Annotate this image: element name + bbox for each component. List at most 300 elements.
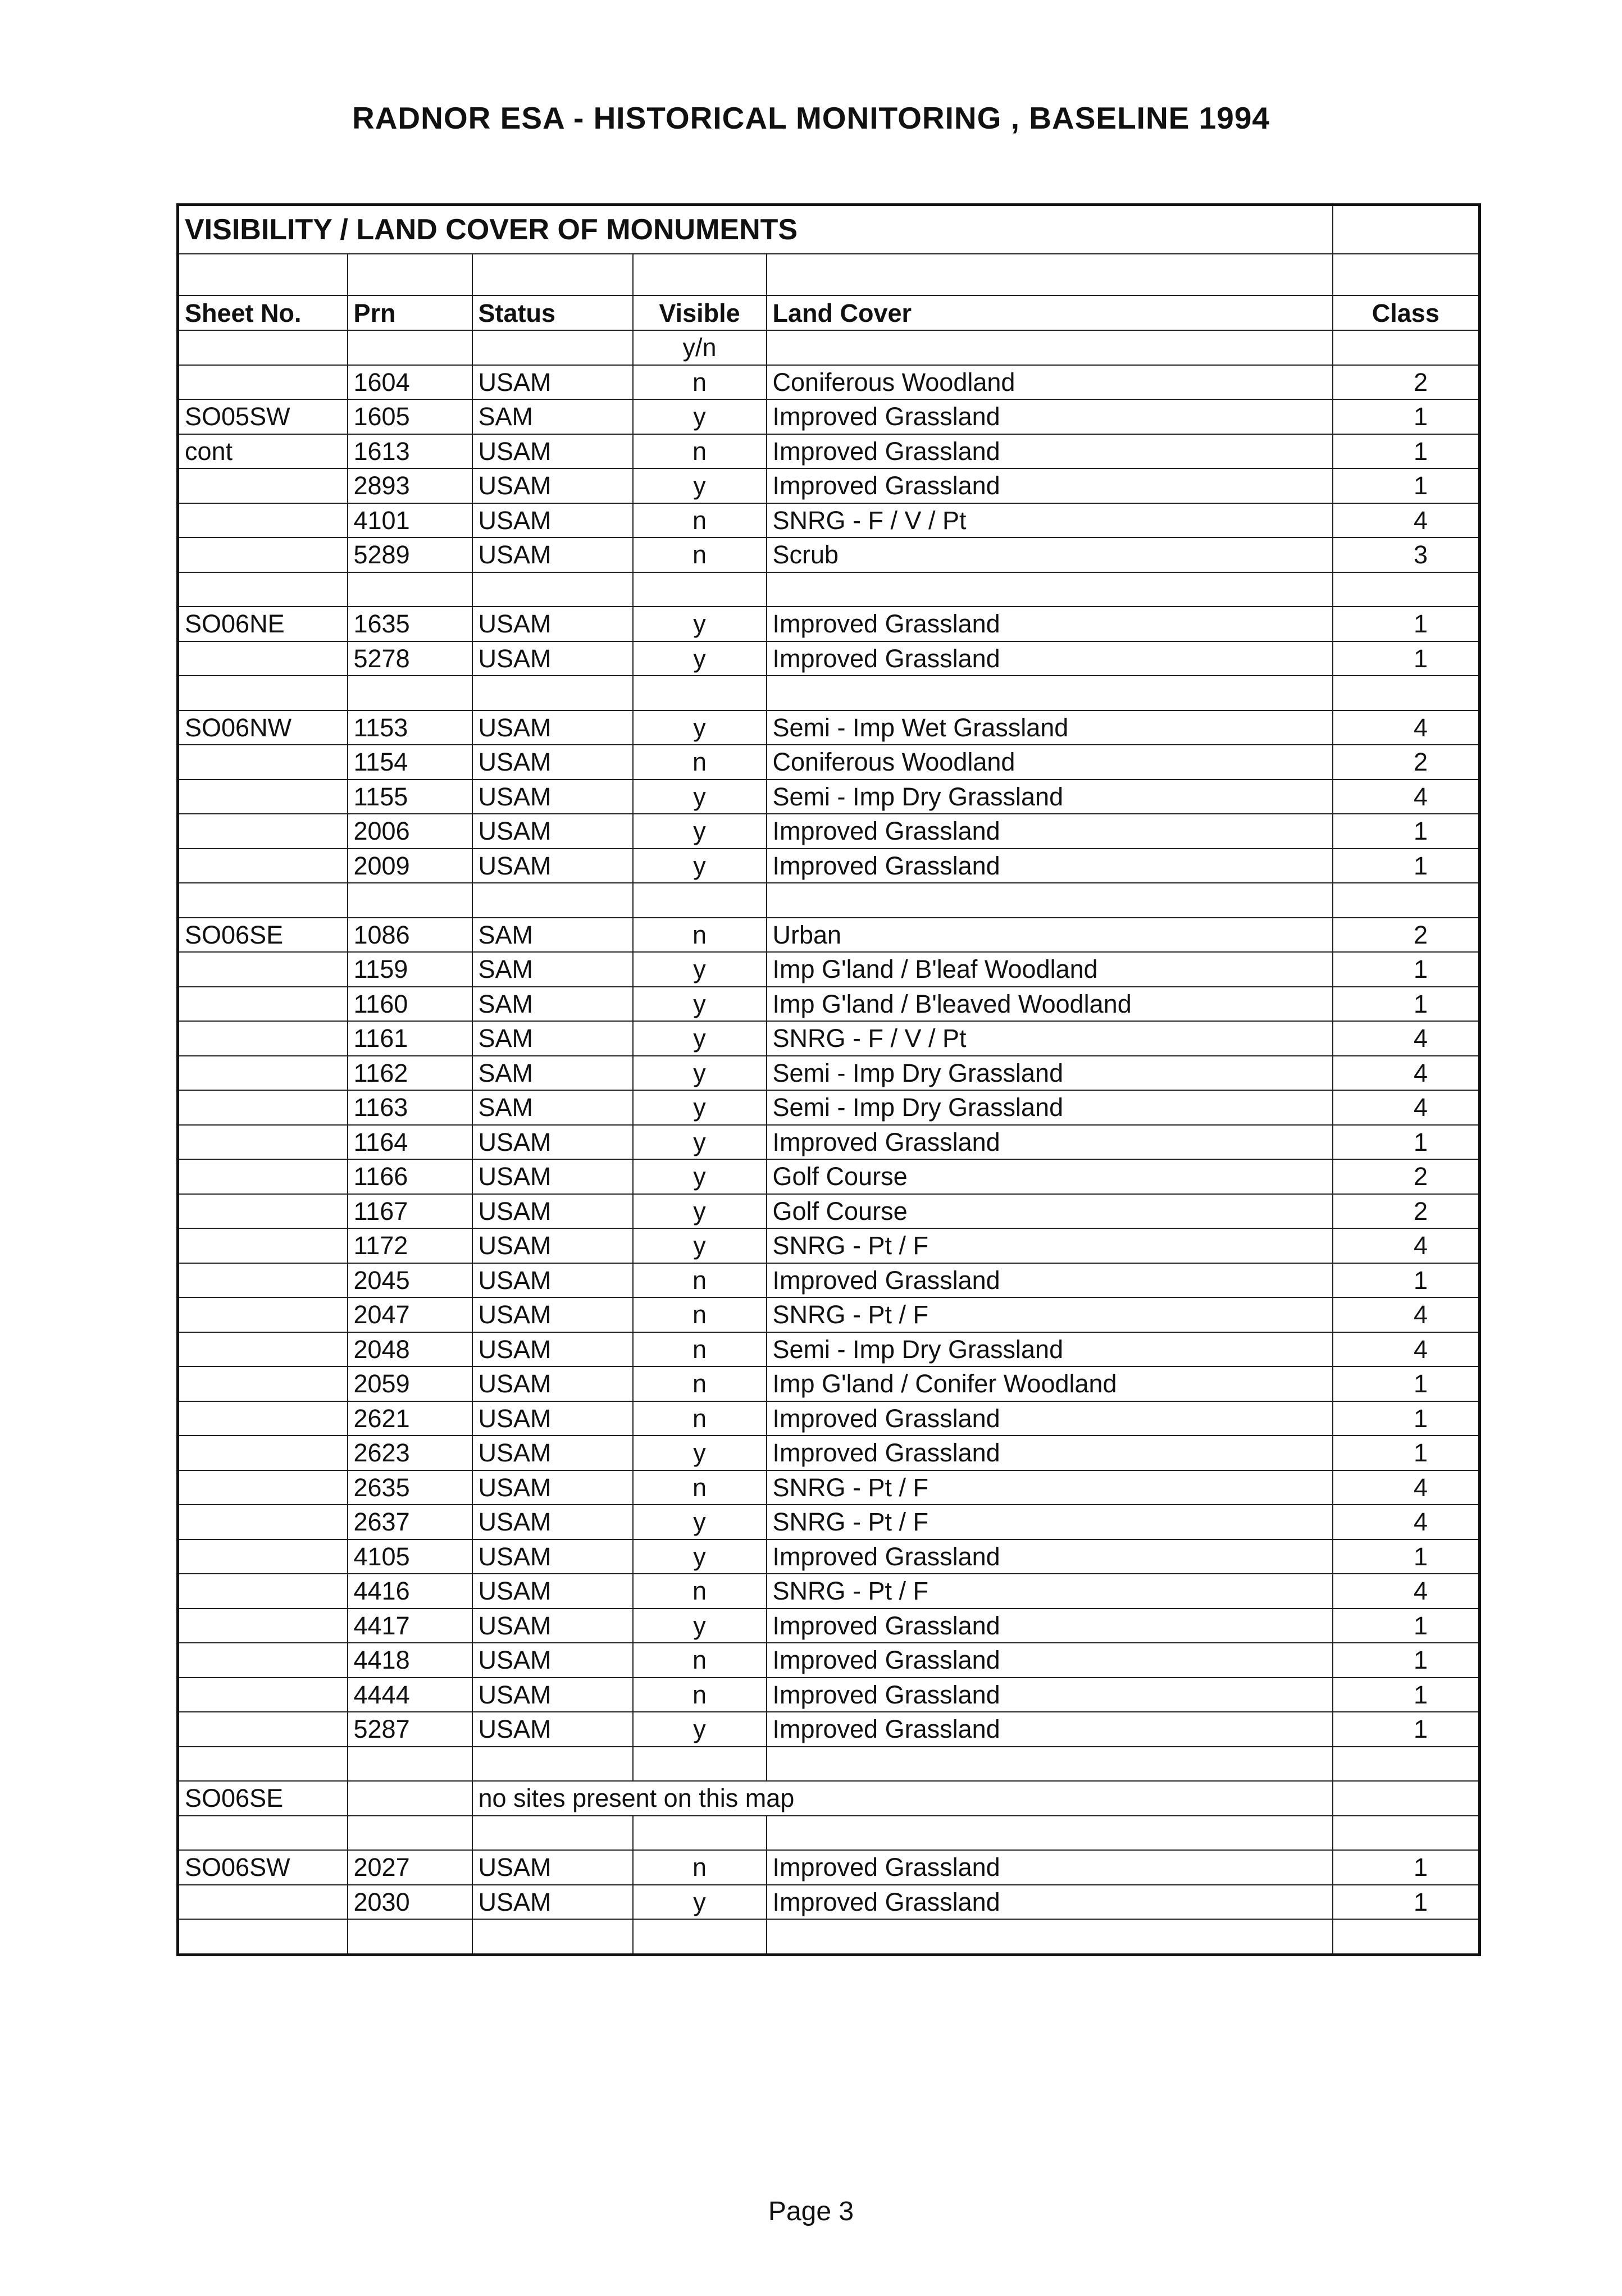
prn-cell: 5278 — [348, 641, 472, 676]
status-cell: USAM — [472, 780, 633, 814]
sheet-cell — [178, 1090, 348, 1125]
empty-cell — [178, 676, 348, 710]
land-cover-cell: Improved Grassland — [767, 1850, 1333, 1885]
class-cell: 1 — [1333, 1643, 1480, 1678]
sheet-cell: SO06NW — [178, 710, 348, 745]
class-cell: 1 — [1333, 607, 1480, 641]
class-cell: 1 — [1333, 814, 1480, 849]
visible-cell: y — [633, 1712, 767, 1747]
prn-cell: 4101 — [348, 503, 472, 538]
page-number: Page 3 — [768, 2197, 854, 2226]
empty-cell — [348, 676, 472, 710]
status-cell: USAM — [472, 1885, 633, 1920]
status-cell: SAM — [472, 1021, 633, 1056]
visible-cell: y — [633, 399, 767, 434]
sheet-cell: SO06SW — [178, 1850, 348, 1885]
status-cell: USAM — [472, 1436, 633, 1470]
prn-cell: 1605 — [348, 399, 472, 434]
empty-cell — [767, 883, 1333, 918]
table-row — [178, 849, 1480, 883]
prn-cell: 1153 — [348, 710, 472, 745]
sheet-cell — [178, 1712, 348, 1747]
table-row — [178, 434, 1480, 469]
status-cell: USAM — [472, 1505, 633, 1539]
status-cell: SAM — [472, 918, 633, 953]
table-row — [178, 1712, 1480, 1747]
empty-cell — [1333, 676, 1480, 710]
land-cover-cell: SNRG - Pt / F — [767, 1297, 1333, 1332]
class-cell: 1 — [1333, 1678, 1480, 1712]
sheet-cell — [178, 1021, 348, 1056]
visible-cell: y — [633, 1159, 767, 1194]
land-cover-cell: SNRG - Pt / F — [767, 1574, 1333, 1609]
status-cell: USAM — [472, 849, 633, 883]
table-row — [178, 1194, 1480, 1229]
class-cell: 4 — [1333, 1505, 1480, 1539]
visible-cell: n — [633, 537, 767, 572]
table-spacer-row — [178, 1747, 1480, 1782]
land-cover-cell: Coniferous Woodland — [767, 745, 1333, 780]
table-row — [178, 503, 1480, 538]
visible-cell: y — [633, 780, 767, 814]
header-land-cover: Land Cover — [767, 295, 1333, 330]
class-cell: 4 — [1333, 710, 1480, 745]
status-cell: SAM — [472, 952, 633, 987]
prn-cell: 1161 — [348, 1021, 472, 1056]
class-cell: 1 — [1333, 1885, 1480, 1920]
status-cell: USAM — [472, 1574, 633, 1609]
status-cell: USAM — [472, 641, 633, 676]
status-cell: USAM — [472, 1332, 633, 1367]
sheet-cell — [178, 1125, 348, 1160]
land-cover-cell: Improved Grassland — [767, 814, 1333, 849]
sheet-cell — [178, 1366, 348, 1401]
empty-cell — [178, 1816, 348, 1851]
table-spacer-row — [178, 883, 1480, 918]
sheet-cell — [178, 1263, 348, 1298]
prn-cell: 1154 — [348, 745, 472, 780]
land-cover-cell: Improved Grassland — [767, 1539, 1333, 1574]
sheet-cell — [178, 1470, 348, 1505]
class-cell: 1 — [1333, 1125, 1480, 1160]
land-cover-cell: Imp G'land / Conifer Woodland — [767, 1366, 1333, 1401]
empty-cell — [472, 883, 633, 918]
land-cover-cell: SNRG - Pt / F — [767, 1228, 1333, 1263]
sheet-cell — [178, 1332, 348, 1367]
table-row — [178, 1643, 1480, 1678]
status-cell: USAM — [472, 745, 633, 780]
prn-cell: 2009 — [348, 849, 472, 883]
sheet-cell: SO06SE — [178, 1781, 348, 1816]
status-cell: SAM — [472, 1090, 633, 1125]
empty-cell — [633, 1816, 767, 1851]
visible-cell: y — [633, 1021, 767, 1056]
table-spacer-row — [178, 1919, 1480, 1955]
status-cell: USAM — [472, 1228, 633, 1263]
land-cover-cell: Improved Grassland — [767, 434, 1333, 469]
land-cover-cell: Improved Grassland — [767, 468, 1333, 503]
table-row — [178, 1678, 1480, 1712]
prn-cell: 4105 — [348, 1539, 472, 1574]
table-row — [178, 1850, 1480, 1885]
land-cover-cell: Semi - Imp Dry Grassland — [767, 1332, 1333, 1367]
prn-cell: 2030 — [348, 1885, 472, 1920]
class-cell: 3 — [1333, 537, 1480, 572]
land-cover-cell: Improved Grassland — [767, 849, 1333, 883]
class-cell: 1 — [1333, 987, 1480, 1022]
prn-cell: 2637 — [348, 1505, 472, 1539]
land-cover-cell: Improved Grassland — [767, 607, 1333, 641]
visible-cell: n — [633, 434, 767, 469]
class-cell: 1 — [1333, 1539, 1480, 1574]
land-cover-cell: Imp G'land / B'leaf Woodland — [767, 952, 1333, 987]
empty-cell — [178, 1747, 348, 1782]
empty-cell — [633, 1747, 767, 1782]
prn-cell: 1162 — [348, 1056, 472, 1091]
class-cell: 2 — [1333, 745, 1480, 780]
visible-cell: y — [633, 641, 767, 676]
table-row — [178, 1056, 1480, 1091]
table-row — [178, 1539, 1480, 1574]
table-row — [178, 641, 1480, 676]
land-cover-cell: Urban — [767, 918, 1333, 953]
land-cover-cell: Semi - Imp Dry Grassland — [767, 1090, 1333, 1125]
visible-cell: y — [633, 1194, 767, 1229]
prn-cell: 2006 — [348, 814, 472, 849]
empty-cell — [178, 1919, 348, 1955]
empty-cell — [1333, 883, 1480, 918]
sheet-cell — [178, 468, 348, 503]
status-cell: USAM — [472, 434, 633, 469]
class-cell: 1 — [1333, 952, 1480, 987]
class-cell: 1 — [1333, 849, 1480, 883]
sheet-cell — [178, 987, 348, 1022]
land-cover-cell: Imp G'land / B'leaved Woodland — [767, 987, 1333, 1022]
prn-cell: 1159 — [348, 952, 472, 987]
empty-cell — [767, 1816, 1333, 1851]
table-row — [178, 537, 1480, 572]
table-row — [178, 468, 1480, 503]
empty-cell — [348, 1919, 472, 1955]
land-cover-cell: Improved Grassland — [767, 399, 1333, 434]
prn-cell: 4444 — [348, 1678, 472, 1712]
prn-cell: 4416 — [348, 1574, 472, 1609]
status-cell: USAM — [472, 814, 633, 849]
sheet-cell — [178, 745, 348, 780]
empty-cell — [348, 572, 472, 607]
table-row — [178, 1228, 1480, 1263]
prn-cell — [348, 1781, 472, 1816]
class-cell: 2 — [1333, 365, 1480, 400]
sheet-cell — [178, 365, 348, 400]
table-row — [178, 745, 1480, 780]
empty-cell — [472, 1816, 633, 1851]
land-cover-cell: Scrub — [767, 537, 1333, 572]
empty-cell — [633, 572, 767, 607]
visible-cell: n — [633, 1401, 767, 1436]
visible-cell: n — [633, 503, 767, 538]
sheet-cell: SO06SE — [178, 918, 348, 953]
land-cover-cell: Semi - Imp Dry Grassland — [767, 780, 1333, 814]
land-cover-cell: Improved Grassland — [767, 1712, 1333, 1747]
sheet-cell — [178, 1505, 348, 1539]
empty-cell — [633, 1919, 767, 1955]
class-cell: 4 — [1333, 1470, 1480, 1505]
visible-cell: y — [633, 468, 767, 503]
visible-cell: n — [633, 1574, 767, 1609]
sheet-cell — [178, 537, 348, 572]
visible-cell: y — [633, 1228, 767, 1263]
class-cell: 1 — [1333, 434, 1480, 469]
empty-cell — [348, 1747, 472, 1782]
table-row — [178, 1125, 1480, 1160]
status-cell: USAM — [472, 468, 633, 503]
land-cover-cell: Improved Grassland — [767, 1643, 1333, 1678]
prn-cell: 5287 — [348, 1712, 472, 1747]
sheet-cell — [178, 503, 348, 538]
table-row — [178, 987, 1480, 1022]
empty-cell — [1333, 1816, 1480, 1851]
class-cell: 1 — [1333, 1263, 1480, 1298]
empty-cell — [1333, 1747, 1480, 1782]
sheet-cell — [178, 1194, 348, 1229]
prn-cell: 1166 — [348, 1159, 472, 1194]
class-cell: 1 — [1333, 641, 1480, 676]
sheet-cell: SO05SW — [178, 399, 348, 434]
prn-cell: 2048 — [348, 1332, 472, 1367]
table-row — [178, 1263, 1480, 1298]
prn-cell: 1086 — [348, 918, 472, 953]
empty-cell — [472, 572, 633, 607]
land-cover-cell: Improved Grassland — [767, 1263, 1333, 1298]
class-cell: 4 — [1333, 1090, 1480, 1125]
class-cell: 1 — [1333, 1712, 1480, 1747]
status-cell: USAM — [472, 607, 633, 641]
table-row — [178, 1505, 1480, 1539]
prn-cell: 1155 — [348, 780, 472, 814]
prn-cell: 1635 — [348, 607, 472, 641]
land-cover-cell: SNRG - Pt / F — [767, 1470, 1333, 1505]
class-cell: 4 — [1333, 1228, 1480, 1263]
empty-cell — [472, 1919, 633, 1955]
prn-cell: 2623 — [348, 1436, 472, 1470]
land-cover-cell: Semi - Imp Dry Grassland — [767, 1056, 1333, 1091]
empty-cell — [767, 676, 1333, 710]
table-row — [178, 607, 1480, 641]
land-cover-cell: SNRG - F / V / Pt — [767, 1021, 1333, 1056]
visible-cell: n — [633, 365, 767, 400]
header-status: Status — [472, 295, 633, 330]
table-row — [178, 1366, 1480, 1401]
table-spacer-row — [178, 1816, 1480, 1851]
table-row — [178, 1297, 1480, 1332]
table-header-row — [178, 295, 1480, 330]
class-cell: 4 — [1333, 1021, 1480, 1056]
monitor-table — [176, 203, 1481, 1956]
visible-cell: y — [633, 710, 767, 745]
land-cover-cell: SNRG - F / V / Pt — [767, 503, 1333, 538]
table-row — [178, 1609, 1480, 1643]
header-prn: Prn — [348, 295, 472, 330]
visible-cell: y — [633, 952, 767, 987]
empty-cell — [633, 883, 767, 918]
sheet-cell — [178, 780, 348, 814]
visible-cell: n — [633, 1366, 767, 1401]
class-cell — [1333, 1781, 1480, 1816]
visible-cell: y — [633, 1056, 767, 1091]
header-visible: Visible — [633, 295, 767, 330]
sheet-cell — [178, 1574, 348, 1609]
visible-cell: y — [633, 814, 767, 849]
empty-cell — [348, 1816, 472, 1851]
visible-cell: n — [633, 745, 767, 780]
table-row — [178, 1159, 1480, 1194]
visible-cell: y — [633, 849, 767, 883]
visible-cell: y — [633, 607, 767, 641]
status-cell: USAM — [472, 1297, 633, 1332]
status-cell: USAM — [472, 1678, 633, 1712]
sheet-cell — [178, 1885, 348, 1920]
class-cell: 1 — [1333, 1609, 1480, 1643]
prn-cell: 2893 — [348, 468, 472, 503]
table-subheader-row — [178, 330, 1480, 365]
prn-cell: 4417 — [348, 1609, 472, 1643]
land-cover-cell: Improved Grassland — [767, 1678, 1333, 1712]
prn-cell: 2059 — [348, 1366, 472, 1401]
status-cell: USAM — [472, 1125, 633, 1160]
prn-cell: 1172 — [348, 1228, 472, 1263]
visible-cell: n — [633, 918, 767, 953]
class-cell: 1 — [1333, 1366, 1480, 1401]
class-cell: 1 — [1333, 468, 1480, 503]
table-row — [178, 952, 1480, 987]
prn-cell: 2045 — [348, 1263, 472, 1298]
prn-cell: 1613 — [348, 434, 472, 469]
table-row — [178, 1332, 1480, 1367]
sheet-cell: SO06NE — [178, 607, 348, 641]
header-sheet-no: Sheet No. — [178, 295, 348, 330]
sheet-cell — [178, 1228, 348, 1263]
visible-cell: n — [633, 1470, 767, 1505]
sheet-cell: cont — [178, 434, 348, 469]
prn-cell: 4418 — [348, 1643, 472, 1678]
status-cell: SAM — [472, 987, 633, 1022]
note-cell: no sites present on this map — [472, 1781, 1333, 1816]
land-cover-cell: Golf Course — [767, 1159, 1333, 1194]
sheet-cell — [178, 1056, 348, 1091]
table-title-row — [178, 205, 1480, 254]
empty-cell — [472, 676, 633, 710]
sheet-cell — [178, 1678, 348, 1712]
visible-cell: n — [633, 1850, 767, 1885]
status-cell: USAM — [472, 1643, 633, 1678]
visible-cell: n — [633, 1332, 767, 1367]
empty-cell — [348, 883, 472, 918]
status-cell: USAM — [472, 1401, 633, 1436]
table-spacer-row — [178, 572, 1480, 607]
table-row — [178, 1401, 1480, 1436]
status-cell: USAM — [472, 537, 633, 572]
prn-cell: 5289 — [348, 537, 472, 572]
visible-cell: y — [633, 1609, 767, 1643]
visible-cell: y — [633, 987, 767, 1022]
land-cover-cell: Improved Grassland — [767, 1885, 1333, 1920]
table-title: VISIBILITY / LAND COVER OF MONUMENTS — [178, 205, 1333, 254]
prn-cell: 2047 — [348, 1297, 472, 1332]
table-row — [178, 1574, 1480, 1609]
table-row — [178, 814, 1480, 849]
status-cell: SAM — [472, 1056, 633, 1091]
visible-cell: y — [633, 1436, 767, 1470]
visible-cell: y — [633, 1539, 767, 1574]
prn-cell: 2635 — [348, 1470, 472, 1505]
empty-cell — [178, 883, 348, 918]
table-row — [178, 1090, 1480, 1125]
status-cell: USAM — [472, 710, 633, 745]
visible-cell: n — [633, 1297, 767, 1332]
visible-cell: n — [633, 1643, 767, 1678]
land-cover-cell: Semi - Imp Wet Grassland — [767, 710, 1333, 745]
table-row — [178, 365, 1480, 400]
table-note-row — [178, 1781, 1480, 1816]
sheet-cell — [178, 1643, 348, 1678]
status-cell: USAM — [472, 503, 633, 538]
class-cell: 2 — [1333, 1194, 1480, 1229]
table-row — [178, 780, 1480, 814]
empty-cell — [178, 572, 348, 607]
table-row — [178, 1021, 1480, 1056]
status-cell: SAM — [472, 399, 633, 434]
class-cell: 2 — [1333, 1159, 1480, 1194]
prn-cell: 2027 — [348, 1850, 472, 1885]
prn-cell: 1604 — [348, 365, 472, 400]
class-cell: 4 — [1333, 503, 1480, 538]
sheet-cell — [178, 814, 348, 849]
table-row — [178, 1436, 1480, 1470]
land-cover-cell: Improved Grassland — [767, 1401, 1333, 1436]
table-row — [178, 1470, 1480, 1505]
sheet-cell — [178, 952, 348, 987]
table-row — [178, 1885, 1480, 1920]
table-row — [178, 710, 1480, 745]
status-cell: USAM — [472, 1159, 633, 1194]
status-cell: USAM — [472, 1470, 633, 1505]
sheet-cell — [178, 1297, 348, 1332]
sheet-cell — [178, 849, 348, 883]
visible-cell: n — [633, 1263, 767, 1298]
empty-cell — [767, 572, 1333, 607]
prn-cell: 2621 — [348, 1401, 472, 1436]
visible-cell: n — [633, 1678, 767, 1712]
class-cell: 4 — [1333, 1574, 1480, 1609]
land-cover-cell: Improved Grassland — [767, 641, 1333, 676]
page-title: RADNOR ESA - HISTORICAL MONITORING , BASELINE 1994 — [352, 101, 1270, 135]
empty-cell — [1333, 1919, 1480, 1955]
class-cell: 1 — [1333, 1436, 1480, 1470]
prn-cell: 1163 — [348, 1090, 472, 1125]
visible-cell: y — [633, 1090, 767, 1125]
land-cover-cell: Golf Course — [767, 1194, 1333, 1229]
sheet-cell — [178, 1539, 348, 1574]
class-cell: 4 — [1333, 1297, 1480, 1332]
empty-cell — [633, 676, 767, 710]
empty-cell — [472, 1747, 633, 1782]
status-cell: USAM — [472, 1263, 633, 1298]
class-cell: 4 — [1333, 1056, 1480, 1091]
table-spacer-row — [178, 676, 1480, 710]
prn-cell: 1167 — [348, 1194, 472, 1229]
status-cell: USAM — [472, 1194, 633, 1229]
